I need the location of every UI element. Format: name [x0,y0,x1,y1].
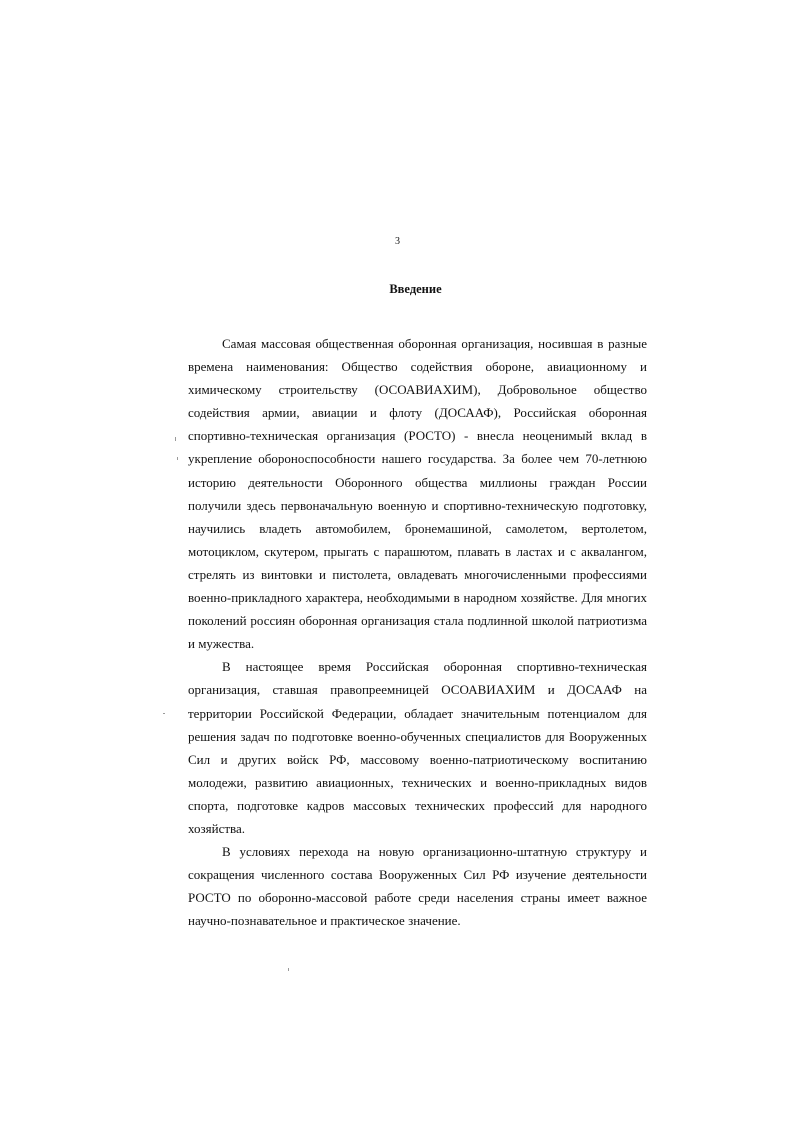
scan-speck [177,457,178,460]
section-heading: Введение [389,282,442,296]
scan-speck [288,968,289,971]
paragraph-2: В настоящее время Российская оборонная спортивно-техническая организация, ставшая правопреемницей ОСОАВИАХИМ и ДОСААФ на территории Российской Федерации, обладает значительным потенциалом для решения задач по подготовке военно-обученных специалистов для Вооруженных Сил и других войск РФ, массовому военно-патриотическому воспитанию молодежи, развитию авиационных, технических и военно-прикладных видов спорта, подготовке кадров массовых технических профессий для народного хозяйства. [188,659,647,836]
scan-speck [175,437,176,441]
paragraph-1: Самая массовая общественная оборонная организация, носившая в разные времена наименования: Общество содействия обороне, авиационному и химическому строительству (ОСОАВИАХИМ), Добровольное общество содействия армии, авиации и флоту (ДОСААФ), Российская оборонная спортивно-техническая организация (РОСТО) - внесла неоценимый вклад в укрепление обороноспособности нашего государства. За более чем 70-летнюю историю деятельности Оборонного общества миллионы граждан России получили здесь первоначальную военную и спортивно-техническую подготовку, научились владеть автомобилем, бронемашиной, самолетом, вертолетом, мотоциклом, скутером, прыгать с парашютом, плавать в ластах и с аквалангом, стрелять из винтовки и пистолета, овладевать многочисленными профессиями военно-прикладного характера, необходимыми в народном хозяйстве. Для многих поколений россиян оборонная организация стала подлинной школой патриотизма и мужества. [188,336,647,652]
body-text [188,332,647,932]
scan-speck [163,713,165,714]
paragraph-3: В условиях перехода на новую организационно-штатную структуру и сокращения численного состава Вооруженных Сил РФ изучение деятельности РОСТО по оборонно-массовой работе среди населения страны имеет важное научно-познавательное и практическое значение. [188,844,647,929]
page-number: 3 [395,236,400,247]
